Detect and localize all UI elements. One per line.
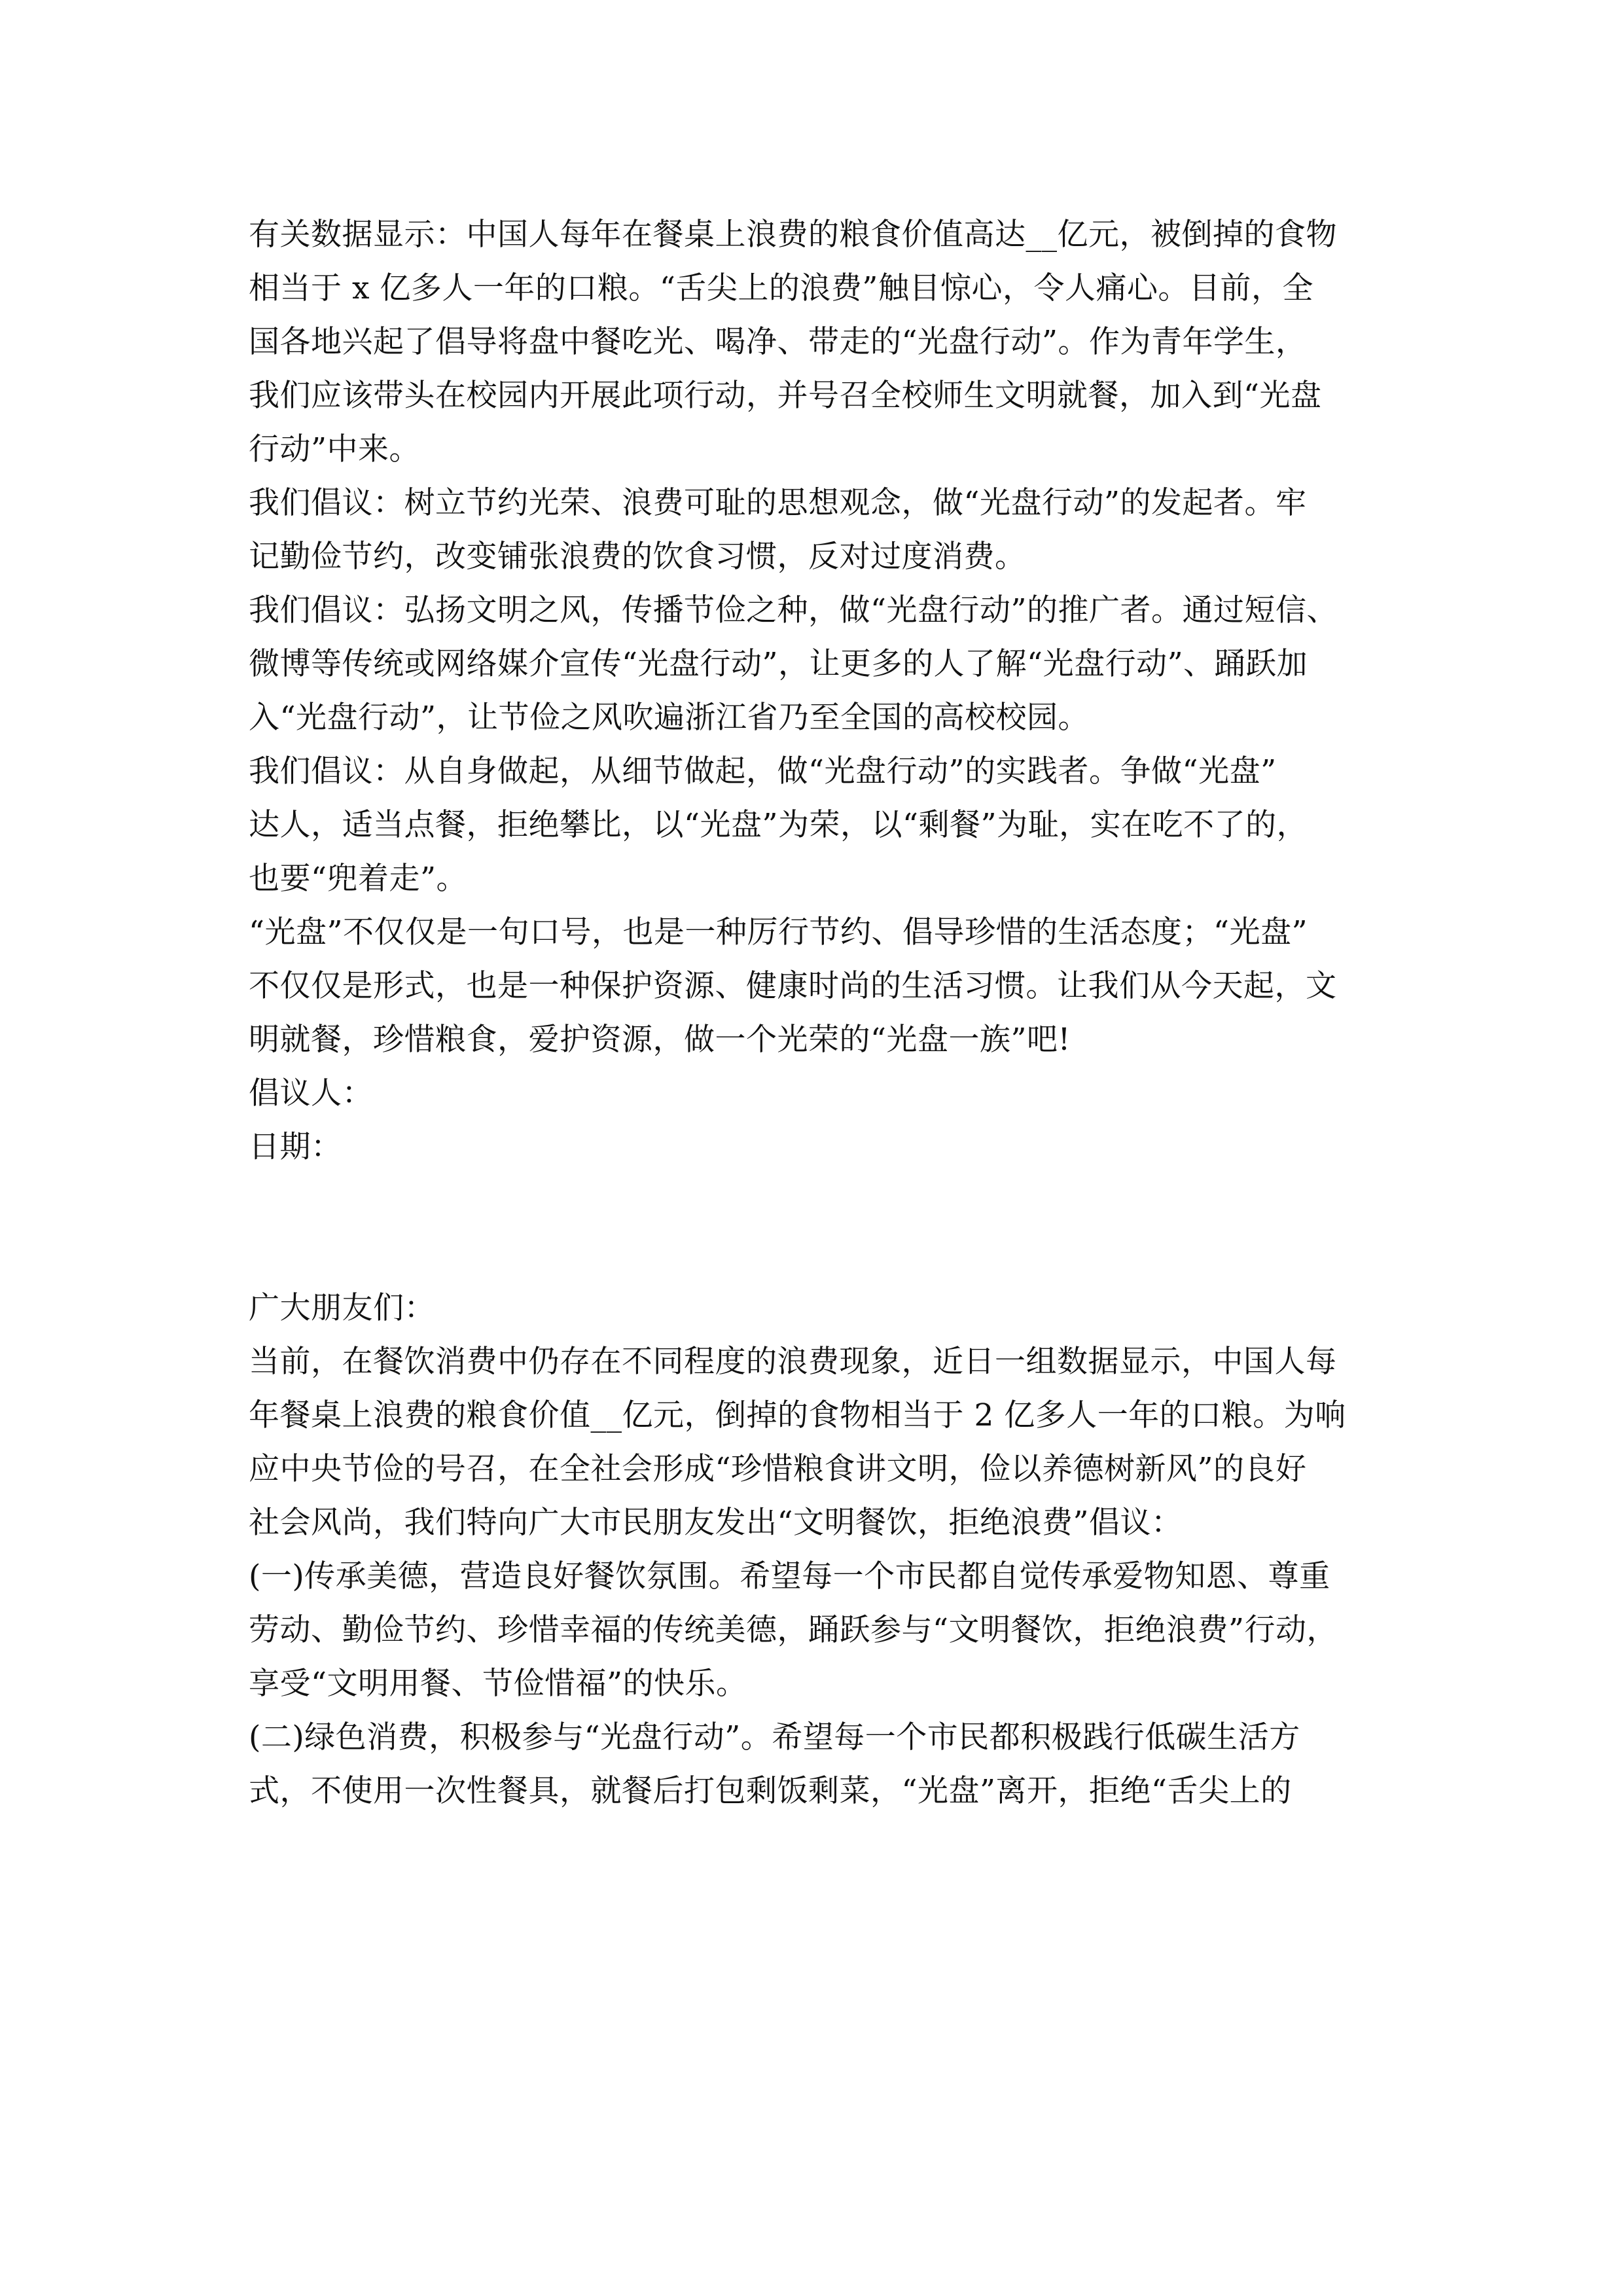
text-line: (二)绿色消费，积极参与“光盘行动”。希望每一个市民都积极践行低碳生活方: [249, 1719, 1300, 1755]
text-line: 年餐桌上浪费的粮食价值__亿元，倒掉的食物相当于 2 亿多人一年的口粮。为响: [249, 1397, 1346, 1433]
text-line: 记勤俭节约，改变铺张浪费的饮食习惯，反对过度消费。: [249, 539, 1026, 575]
text-line: 我们倡议：树立节约光荣、浪费可耻的思想观念，做“光盘行动”的发起者。牢: [249, 485, 1307, 521]
document-body: [249, 208, 1387, 1818]
text-line: 相当于 x 亿多人一年的口粮。“舌尖上的浪费”触目惊心，令人痛心。目前，全: [249, 270, 1313, 306]
text-line: 也要“兜着走”。: [249, 861, 468, 897]
text-line: 明就餐，珍惜粮食，爱护资源，做一个光荣的“光盘一族”吧!: [249, 1022, 1071, 1058]
text-line: 享受“文明用餐、节俭惜福”的快乐。: [249, 1666, 747, 1702]
text-line: “光盘”不仅仅是一句口号，也是一种厉行节约、倡导珍惜的生活态度；“光盘”: [249, 914, 1308, 950]
text-line: 式，不使用一次性餐具，就餐后打包剩饭剩菜，“光盘”离开，拒绝“舌尖上的: [249, 1773, 1292, 1809]
text-line: 不仅仅是形式，也是一种保护资源、健康时尚的生活习惯。让我们从今天起，文: [249, 968, 1337, 1004]
section-proposal-students: [249, 208, 1387, 1174]
text-line: 劳动、勤俭节约、珍惜幸福的传统美德，踊跃参与“文明餐饮，拒绝浪费”行动，: [249, 1612, 1338, 1648]
text-line: 有关数据显示：中国人每年在餐桌上浪费的粮食价值高达__亿元，被倒掉的食物: [249, 217, 1337, 253]
text-line: 我们倡议：弘扬文明之风，传播节俭之种，做“光盘行动”的推广者。通过短信、: [249, 592, 1338, 628]
text-line: 入“光盘行动”，让节俭之风吹遍浙江省乃至全国的高校校园。: [249, 700, 1090, 736]
text-line: 达人，适当点餐，拒绝攀比，以“光盘”为荣，以“剩餐”为耻，实在吃不了的，: [249, 807, 1308, 843]
section-gap: [249, 1174, 1387, 1282]
text-line: 我们倡议：从自身做起，从细节做起，做“光盘行动”的实践者。争做“光盘”: [249, 753, 1277, 789]
section-proposal-citizens: [249, 1282, 1387, 1818]
date-label: 日期：: [249, 1129, 342, 1165]
text-line: 微博等传统或网络媒介宣传“光盘行动”，让更多的人了解“光盘行动”、踊跃加: [249, 646, 1308, 682]
proposer-label: 倡议人：: [249, 1075, 373, 1111]
text-line: 社会风尚，我们特向广大市民朋友发出“文明餐饮，拒绝浪费”倡议：: [249, 1505, 1183, 1541]
text-line: 我们应该带头在校园内开展此项行动，并号召全校师生文明就餐，加入到“光盘: [249, 378, 1322, 414]
text-line: 应中央节俭的号召，在全社会形成“珍惜粮食讲文明，俭以养德树新风”的良好: [249, 1451, 1307, 1487]
text-line: 当前，在餐饮消费中仍存在不同程度的浪费现象，近日一组数据显示，中国人每: [249, 1344, 1337, 1380]
text-line: 行动”中来。: [249, 431, 421, 467]
text-line: 国各地兴起了倡导将盘中餐吃光、喝净、带走的“光盘行动”。作为青年学生，: [249, 324, 1307, 360]
text-line: (一)传承美德，营造良好餐饮氛围。希望每一个市民都自觉传承爱物知恩、尊重: [249, 1558, 1330, 1594]
salutation: 广大朋友们：: [249, 1290, 435, 1326]
